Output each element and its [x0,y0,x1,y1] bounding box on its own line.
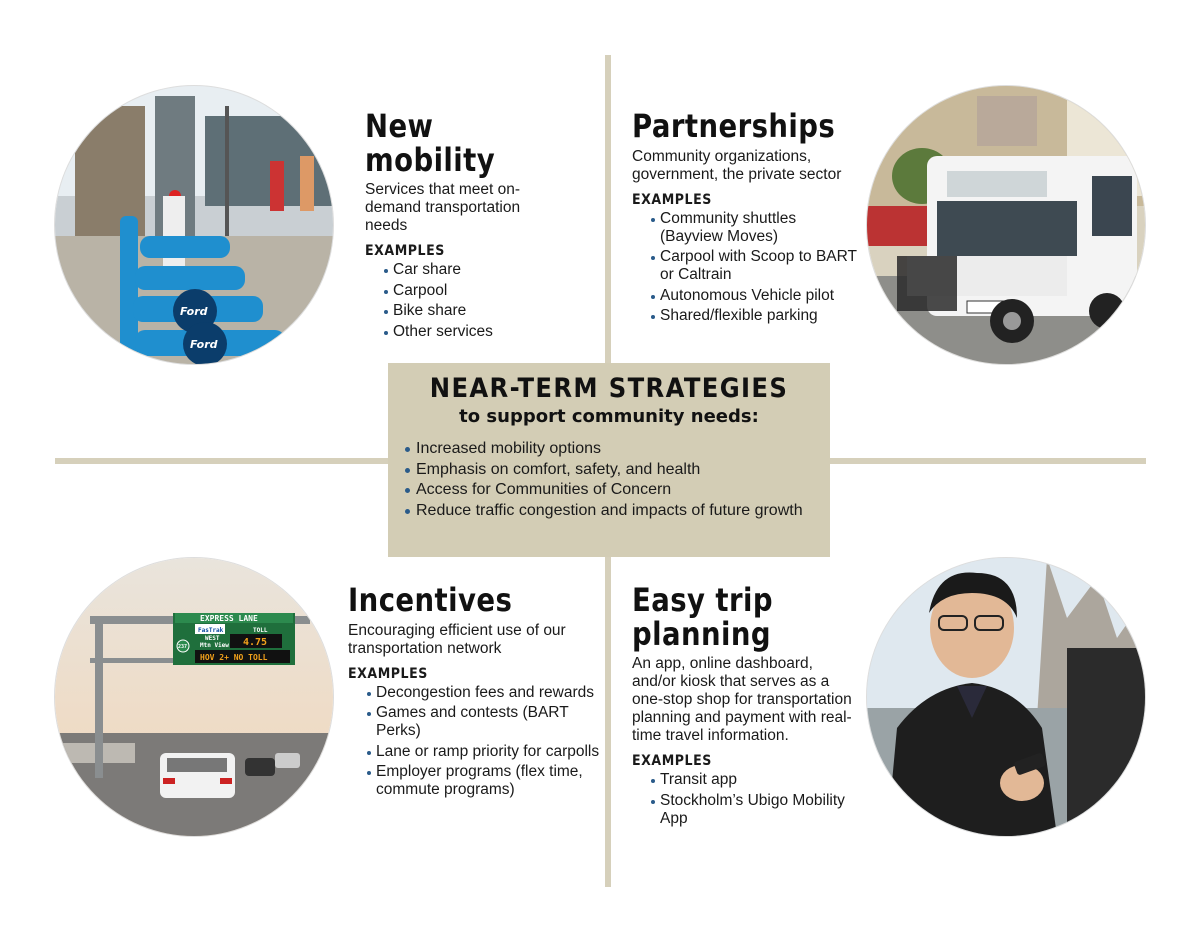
center-subtitle: to support community needs: [459,406,759,427]
new-mobility-list [365,261,595,341]
partnerships-title: Partnerships [632,107,836,145]
list-item: Games and contests (BART Perks) [364,704,604,740]
ford-logo-1: Ford [180,305,208,318]
list-item: Car share [381,261,595,279]
incentives-list [348,684,604,800]
incentives-examples-label: EXAMPLES [348,665,428,682]
easy-trip-title [632,581,834,653]
new-mobility-title: New mobility [365,107,496,179]
person-phone-photo [867,558,1145,836]
partnerships-examples-label: EXAMPLES [632,191,712,208]
partnerships-description: Community organizations, government, the private sector [632,147,842,183]
list-item: Carpool [381,282,595,300]
incentives-section [348,581,600,802]
list-item: Autonomous Vehicle pilot [648,287,863,305]
center-title: NEAR-TERM STRATEGIES [429,373,789,404]
easy-trip-title-line2: planning [632,614,772,653]
list-item: Emphasis on comfort, safety, and health [402,460,812,479]
list-item: Reduce traffic congestion and impacts of future growth [402,501,812,520]
easy-trip-title-line1: Easy trip [632,581,773,619]
sign-destination: Mtn View [200,642,229,649]
partnerships-list [632,210,863,326]
near-term-strategies-box [388,363,830,557]
list-item: Other services [381,323,595,341]
shuttle-photo [867,86,1145,364]
incentives-title: Incentives [348,581,513,619]
list-item: Access for Communities of Concern [402,480,812,499]
express-lane-photo [55,558,333,836]
sign-toll-label: TOLL [253,627,268,634]
horizontal-divider-right [830,458,1146,464]
list-item: Lane or ramp priority for carpolls [364,743,604,761]
new-mobility-description: Services that meet on-demand transportation needs [365,181,521,235]
easy-trip-list [632,771,863,828]
sign-brand: FasTrak [198,627,224,634]
easy-trip-section [632,581,867,830]
list-item: Community shuttles (Bayview Moves) [648,210,863,246]
sign-route: 237 [178,644,188,650]
sign-price: 4.75 [243,637,268,648]
center-list [402,439,812,520]
sign-header: EXPRESS LANE [200,614,258,623]
incentives-description: Encouraging efficient use of our transportation network [348,621,566,657]
new-mobility-section [365,107,595,343]
list-item: Decongestion fees and rewards [364,684,604,702]
list-item: Increased mobility options [402,439,812,458]
list-item: Employer programs (flex time, commute programs) [364,763,604,799]
partnerships-section [632,107,872,328]
sign-direction: WEST [205,635,220,642]
horizontal-divider-left [55,458,390,464]
ford-logo-2: Ford [190,338,218,351]
list-item: Stockholm’s Ubigo Mobility App [648,792,863,828]
list-item: Shared/flexible parking [648,307,863,325]
list-item: Transit app [648,771,863,789]
easy-trip-examples-label: EXAMPLES [632,753,712,770]
sign-notice: HOV 2+ NO TOLL [200,653,268,662]
bike-share-photo [55,86,333,364]
list-item: Carpool with Scoop to BART or Caltrain [648,248,863,284]
easy-trip-description: An app, online dashboard, and/or kiosk that serves as a one-stop shop for transportation planning and payment with real-time travel information. [632,655,852,745]
new-mobility-examples-label: EXAMPLES [365,243,445,260]
list-item: Bike share [381,302,595,320]
